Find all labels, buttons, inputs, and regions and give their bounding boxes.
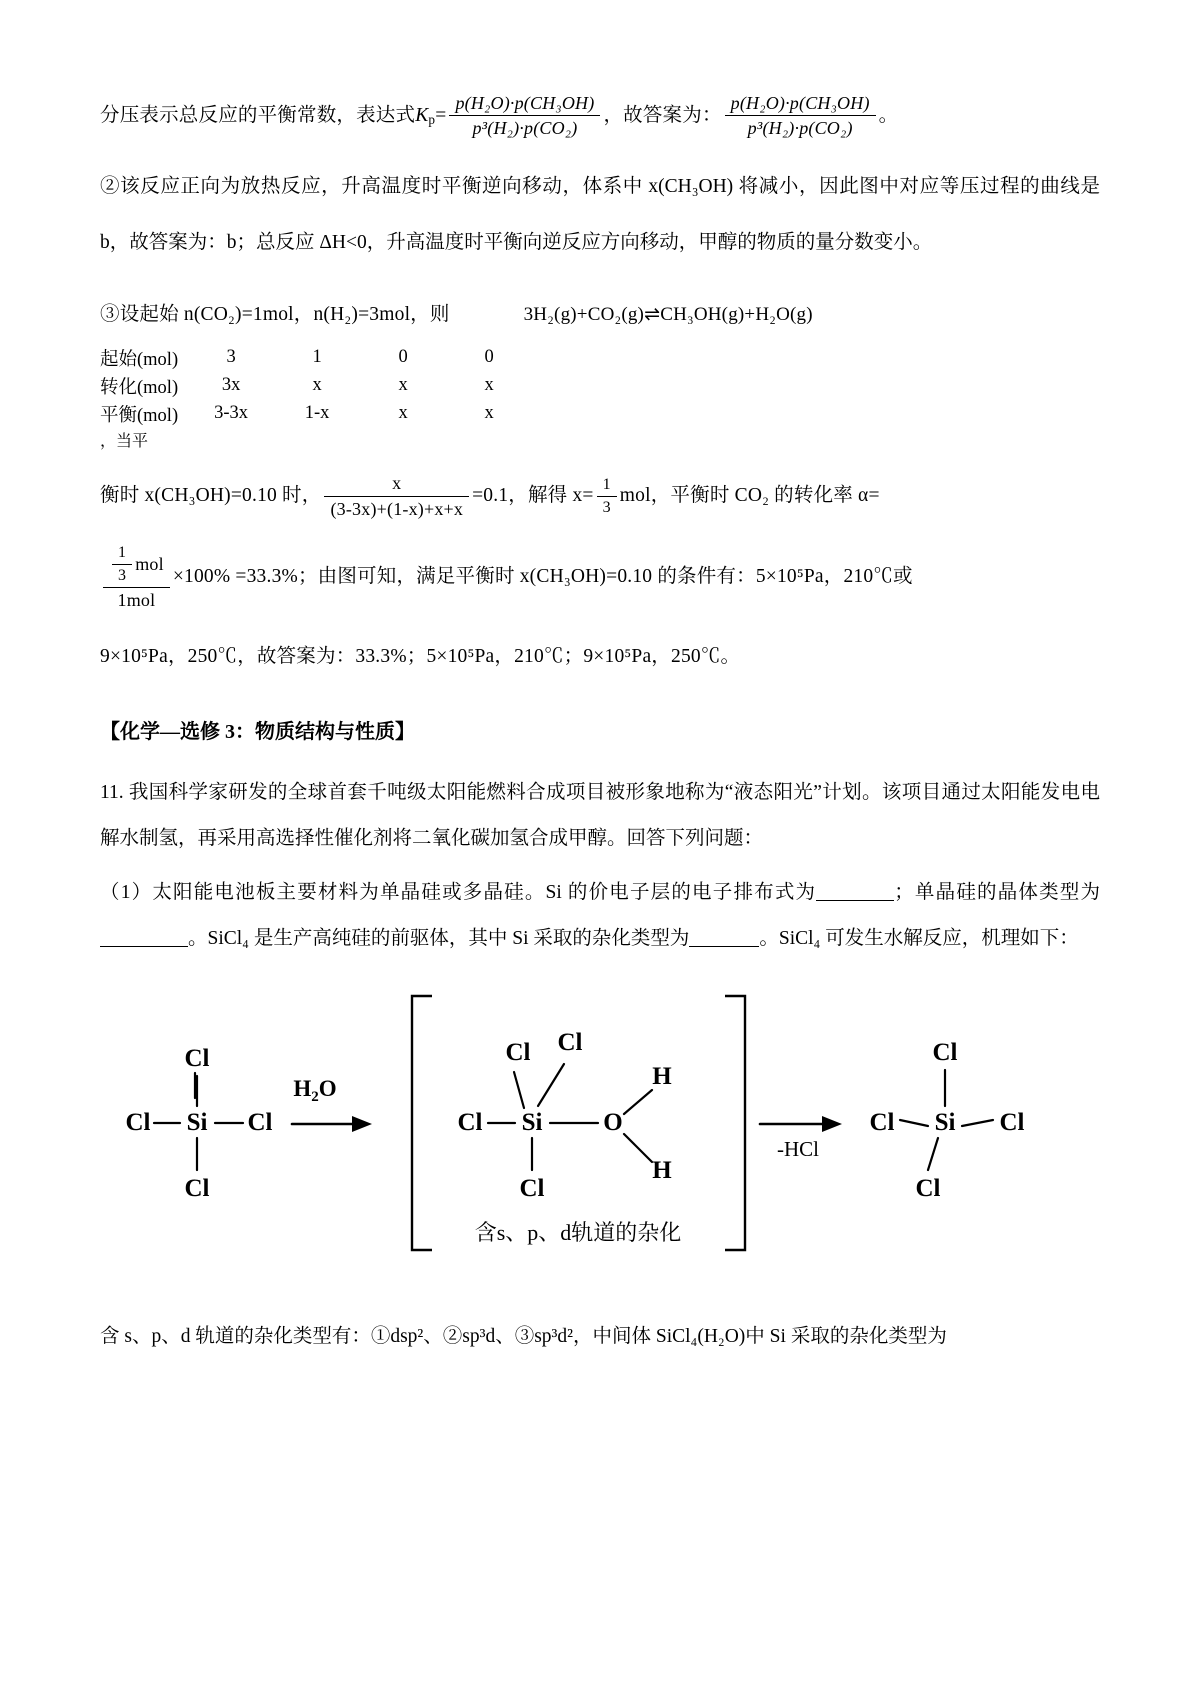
table-row: [100, 344, 532, 372]
arrow-1-head: [352, 1116, 372, 1132]
reactant-cl-left: Cl: [125, 1108, 151, 1136]
row-label-equilibrium: 平衡(mol): [100, 405, 179, 426]
cell-change-h2o: x: [484, 375, 494, 395]
hydrolysis-mechanism-figure: [100, 978, 1100, 1308]
paragraph-3: [100, 285, 1100, 344]
intermediate-cl-bottom: Cl: [519, 1174, 545, 1202]
intermediate-cl-top-right: Cl: [557, 1028, 583, 1056]
cell-change-co2: x: [312, 375, 322, 395]
section-title: 【化学—选修 3：物质结构与性质】: [100, 720, 415, 743]
intermediate-si-center: Si: [521, 1108, 543, 1136]
cell-eq-h2: 3-3x: [214, 403, 249, 423]
paragraph-kp-lead: 分压表示总反应的平衡常数，表达式: [100, 104, 416, 126]
table-row: [100, 400, 532, 428]
document-content: [100, 86, 1100, 1360]
x-value-denominator: 3: [602, 498, 611, 516]
equilibrium-table: [100, 344, 532, 428]
cell-change-h2: 3x: [221, 375, 241, 395]
question-11-part1-text1: （1）太阳能电池板主要材料为单晶硅或多晶硅。Si 的价电子层的电子排布式为: [100, 881, 817, 903]
intermediate-h-bottom: H: [652, 1156, 672, 1184]
answer-blank-2[interactable]: [100, 946, 188, 947]
paragraph-4-part3: mol，平衡时 CO₂ 的转化率 α=: [619, 485, 880, 507]
product-cl-left: Cl: [869, 1108, 895, 1136]
cell-eq-co2: 1-x: [304, 403, 330, 423]
arrow-1-label-h: $H_2O$: [293, 1075, 337, 1105]
bracket-left: [412, 996, 432, 1250]
bracket-caption: 含s、p、d轨道的杂化: [474, 1219, 682, 1245]
kp-fraction-1-numerator: p(H₂O)·p(CH₃OH): [449, 92, 600, 117]
answer-blank-1[interactable]: [816, 900, 894, 901]
intermediate-oxygen: O: [603, 1108, 623, 1136]
paragraph-4: [100, 467, 1100, 526]
arrow-2-head: [822, 1116, 842, 1132]
paragraph-4-part1: 衡时 x(CH₃OH)=0.10 时，: [100, 485, 322, 507]
kp-fraction-1-denominator: p³(H₂)·p(CO₂): [472, 118, 578, 139]
question-11-part1-text4: 。SiCl₄ 可发生水解反应，机理如下：: [759, 927, 1079, 949]
table-row: [100, 372, 532, 400]
mole-fraction-expression: [324, 472, 469, 520]
conversion-result: =33.3%；由图可知，满足平衡时 x(CH₃OH)=0.10 的条件有：5×10⁵Pa，210℃或: [235, 566, 913, 588]
paragraph-3-lead: ③设起始 n(CO₂)=1mol，n(H₂)=3mol，则: [100, 303, 450, 325]
conversion-inner-fraction: [112, 543, 132, 586]
mole-fraction-denominator: (3-3x)+(1-x)+x+x: [330, 498, 464, 519]
x-value-numerator: 1: [597, 475, 617, 497]
cell-initial-h2o: 0: [484, 347, 494, 367]
answer-blank-3[interactable]: [689, 946, 759, 947]
cell-eq-ch3oh: x: [398, 403, 408, 423]
hydrolysis-scheme-svg: [100, 978, 1100, 1308]
kp-equals: =: [435, 104, 447, 126]
kp-fraction-2: [725, 92, 876, 140]
question-11-stem: 11. 我国科学家研发的全球首套千吨级太阳能燃料合成项目被形象地称为“液态阳光”计划。该项目通过太阳能发电电解水制氢，再采用高选择性催化剂将二氧化碳加氢合成甲醇。回答下列问题：: [100, 781, 1100, 849]
question-11-tail: 含 s、p、d 轨道的杂化类型有：①dsp²、②sp³d、③sp³d²，中间体 SiCl₄(H₂O)中 Si 采取的杂化类型为: [100, 1325, 947, 1347]
paragraph-5: [100, 543, 1100, 612]
reactant-cl-top: Cl: [184, 1044, 210, 1072]
x-value-fraction: [597, 475, 617, 518]
intermediate-cl-top-left: Cl: [505, 1038, 531, 1066]
product-cl-top: Cl: [932, 1038, 958, 1066]
row-label-initial: 起始(mol): [100, 349, 179, 370]
kp-subscript: p: [428, 111, 436, 127]
reactant-cl-bottom: Cl: [184, 1174, 210, 1202]
paragraph-4-part2: =0.1，解得 x=: [472, 485, 594, 507]
paragraph-3-tail: ，当平: [100, 432, 149, 450]
kp-fraction-1: [449, 92, 600, 140]
conversion-fraction: [103, 543, 170, 612]
paragraph-kp: [100, 86, 1100, 149]
conversion-denominator: 1mol: [117, 590, 156, 611]
kp-tail-text: 。: [878, 104, 899, 126]
product-cl-bottom: Cl: [915, 1174, 941, 1202]
cell-initial-h2: 3: [226, 347, 236, 367]
kp-symbol: K: [415, 104, 429, 126]
conversion-times: ×100%: [172, 566, 231, 588]
question-11-part1-text2: ；单晶硅的晶体类型为: [894, 881, 1100, 903]
product-si-center: Si: [934, 1108, 956, 1136]
mole-fraction-numerator: x: [324, 472, 469, 497]
cell-eq-h2o: x: [484, 403, 494, 423]
reactant-cl-right: Cl: [247, 1108, 273, 1136]
intermediate-h-top: H: [652, 1062, 672, 1090]
conversion-inner-denominator: 3: [118, 567, 127, 585]
bracket-right: [725, 996, 745, 1250]
conversion-numerator: [103, 543, 170, 588]
equilibrium-table-wrapper: [454, 286, 813, 344]
row-label-change: 转化(mol): [100, 377, 179, 398]
product-cl-right: Cl: [999, 1108, 1025, 1136]
cell-change-ch3oh: x: [398, 375, 408, 395]
reactant-si-center: Si: [186, 1108, 208, 1136]
kp-fraction-2-denominator: p³(H₂)·p(CO₂): [747, 118, 853, 139]
equilibrium-reaction: 3H₂(g)+CO₂(g)⇌CH₃OH(g)+H₂O(g): [523, 303, 813, 325]
conversion-inner-numerator: 1: [112, 543, 132, 565]
paragraph-2: ②该反应正向为放热反应，升高温度时平衡逆向移动，体系中 x(CH₃OH) 将减小，因此图中对应等压过程的曲线是 b，故答案为：b；总反应 ΔH<0，升高温度时平衡向逆反应方向移动，甲醇的物质的量分数变小。: [100, 175, 1100, 253]
cell-initial-co2: 1: [312, 347, 322, 367]
question-11-part1-text3: 。SiCl₄ 是生产高纯硅的前驱体，其中 Si 采取的杂化类型为: [188, 927, 690, 949]
kp-mid-text: ，故答案为：: [603, 104, 722, 126]
kp-fraction-2-numerator: p(H₂O)·p(CH₃OH): [725, 92, 876, 117]
arrow-2-label: -HCl: [777, 1136, 819, 1161]
conversion-numerator-unit: mol: [135, 554, 164, 575]
paragraph-6: 9×10⁵Pa，250℃，故答案为：33.3%；5×10⁵Pa，210℃；9×10⁵Pa，250℃。: [100, 645, 741, 667]
question-11-part1: [100, 870, 1100, 962]
cell-initial-ch3oh: 0: [398, 347, 408, 367]
intermediate-cl-left: Cl: [457, 1108, 483, 1136]
